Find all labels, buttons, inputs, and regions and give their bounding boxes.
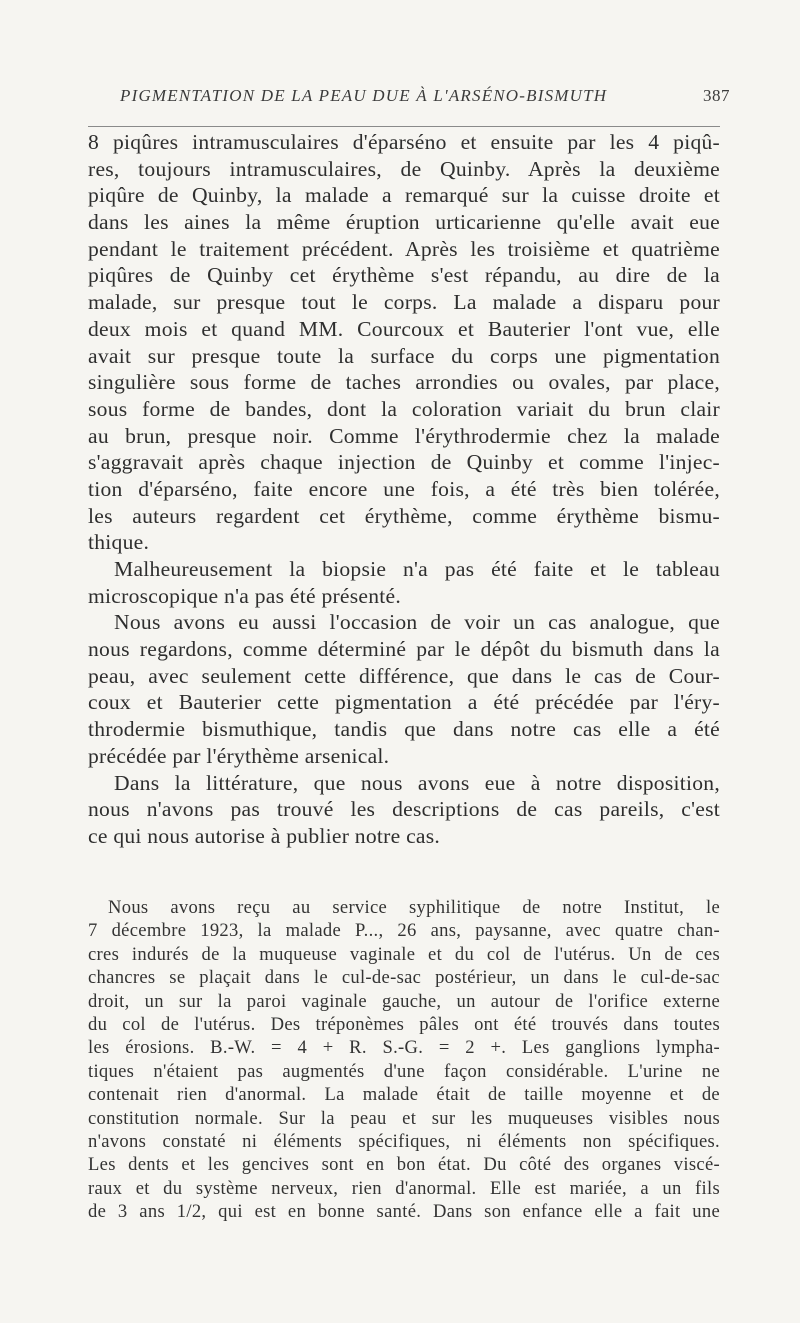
text-line: Malheureusement la biopsie n'a pas été faite et le tableau	[114, 557, 720, 581]
text-line: ce qui nous autorise à publier notre cas.	[88, 823, 441, 848]
text-line: Dans la littérature, que nous avons eue à notre disposition,	[114, 770, 720, 795]
page-number: 387	[703, 86, 730, 105]
case-line: n'avons constaté ni éléments spécifiques, ni éléments non spécifiques.	[88, 1130, 720, 1152]
text-line: les auteurs regardent cet érythème, comme érythème bismu-	[88, 503, 720, 528]
text-line: nous n'avons pas trouvé les descriptions de cas pareils, c'est	[88, 797, 720, 822]
case-line: de 3 ans 1/2, qui est en bonne santé. Dans son enfance elle a fait une	[88, 1201, 720, 1223]
case-line: du col de l'utérus. Des tréponèmes pâles ont été trouvés dans toutes	[88, 1013, 720, 1035]
text-line: 8 piqûres intramusculaires d'éparséno et ensuite par les 4 piqû-	[88, 130, 720, 154]
text-line: piqûre de Quinby, la malade a remarqué sur la cuisse droite et	[88, 183, 720, 208]
text-line: avait sur presque toute la surface du corps une pigmentation	[88, 343, 720, 368]
case-line: cres indurés de la muqueuse vaginale et du col de l'utérus. Un de ces	[88, 943, 720, 965]
case-line: les érosions. B.-W. = 4 + R. S.-G. = 2 +. Les ganglions lympha-	[88, 1037, 720, 1059]
running-header	[120, 86, 730, 116]
text-line: dans les aines la même éruption urticarienne qu'elle avait eue	[88, 210, 720, 235]
case-line: Nous avons reçu au service syphilitique de notre Institut, le	[108, 897, 720, 918]
text-line: peau, avec seulement cette différence, que dans le cas de Cour-	[88, 663, 720, 688]
text-line: piqûres de Quinby cet érythème s'est répandu, au dire de la	[88, 263, 720, 288]
text-line: au brun, presque noir. Comme l'érythrodermie chez la malade	[88, 423, 720, 448]
main-text	[88, 129, 720, 850]
running-title: PIGMENTATION DE LA PEAU DUE À L'ARSÉNO-BISMUTH	[120, 86, 608, 105]
case-report	[88, 896, 720, 1223]
case-line: Les dents et les gencives sont en bon état. Du côté des organes viscé-	[88, 1154, 720, 1176]
case-line: 7 décembre 1923, la malade P..., 26 ans, paysanne, avec quatre chan-	[88, 920, 720, 942]
text-line: thique.	[88, 530, 150, 555]
text-line: pendant le traitement précédent. Après les troisième et quatrième	[88, 236, 720, 261]
case-line: constitution normale. Sur la peau et sur les muqueuses visibles nous	[88, 1107, 720, 1129]
text-line: res, toujours intramusculaires, de Quinby. Après la deuxième	[88, 156, 720, 181]
text-line: nous regardons, comme déterminé par le dépôt du bismuth dans la	[88, 637, 720, 662]
text-line: malade, sur presque tout le corps. La malade a disparu pour	[88, 290, 720, 315]
text-line: throdermie bismuthique, tandis que dans notre cas elle a été	[88, 717, 720, 742]
text-line: s'aggravait après chaque injection de Quinby et comme l'injec-	[88, 450, 720, 475]
text-line: singulière sous forme de taches arrondies ou ovales, par place,	[88, 370, 720, 395]
text-line: microscopique n'a pas été présenté.	[88, 583, 402, 608]
case-line: droit, un sur la paroi vaginale gauche, un autour de l'orifice externe	[88, 990, 720, 1012]
text-line: deux mois et quand MM. Courcoux et Bauterier l'ont vue, elle	[88, 316, 720, 341]
text-line: coux et Bauterier cette pigmentation a été précédée par l'éry-	[88, 690, 720, 715]
case-line: chancres se plaçait dans le cul-de-sac postérieur, un dans le cul-de-sac	[88, 967, 720, 989]
text-line: sous forme de bandes, dont la coloration variait du brun clair	[88, 396, 720, 421]
header-rule	[88, 126, 720, 127]
case-line: raux et du système nerveux, rien d'anormal. Elle est mariée, a un fils	[88, 1177, 720, 1199]
text-line: Nous avons eu aussi l'occasion de voir un cas analogue, que	[114, 610, 720, 635]
case-line: contenait rien d'anormal. La malade était de taille moyenne et de	[88, 1084, 720, 1106]
text-line: précédée par l'érythème arsenical.	[88, 743, 390, 768]
case-line: tiques n'étaient pas augmentés d'une façon considérable. L'urine ne	[88, 1060, 720, 1082]
text-line: tion d'éparséno, faite encore une fois, a été très bien tolérée,	[88, 476, 720, 501]
